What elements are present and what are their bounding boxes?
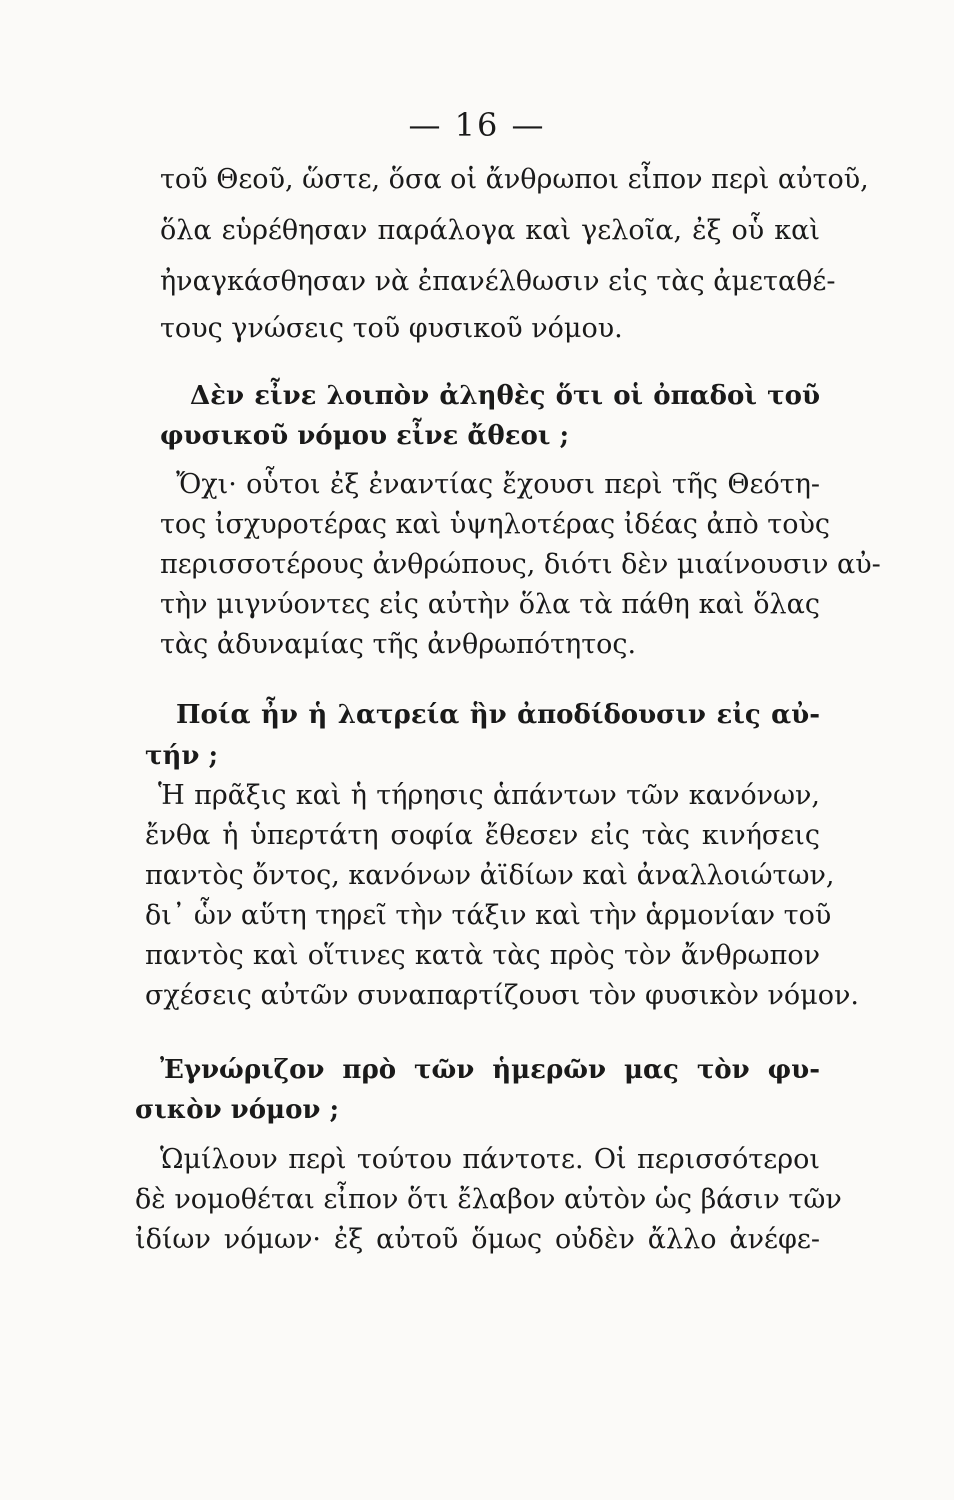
text-line: τους γνώσεις τοῦ φυσικοῦ νόμου.	[160, 313, 623, 344]
text-line: παντὸς ὄντος, κανόνων ἀϊδίων καὶ ἀναλλοιώτων,	[145, 860, 835, 891]
text-line: δι᾽ ὧν αὕτη τηρεῖ τὴν τάξιν καὶ τὴν ἁρμονίαν τοῦ	[145, 900, 832, 931]
question-line: τήν ;	[145, 741, 219, 771]
text-line: σχέσεις αὐτῶν συναπαρτίζουσι τὸν φυσικὸν νόμον.	[145, 980, 859, 1011]
question-line: Δὲν εἶνε λοιπὸν ἀληθὲς ὅτι οἱ ὀπαδοὶ τοῦ	[190, 381, 820, 411]
text-line: ἔνθα ἡ ὑπερτάτη σοφία ἔθεσεν εἰς τὰς κινήσεις	[145, 820, 820, 851]
question-line: φυσικοῦ νόμου εἶνε ἄθεοι ;	[160, 421, 570, 451]
question-line: σικὸν νόμον ;	[135, 1095, 340, 1125]
text-line: τος ἰσχυροτέρας καὶ ὑψηλοτέρας ἰδέας ἀπὸ τοὺς	[160, 509, 831, 540]
text-line: τὴν μιγνύοντες εἰς αὐτὴν ὅλα τὰ πάθη καὶ ὅλας	[160, 589, 820, 620]
text-line: Ὄχι· οὗτοι ἐξ ἐναντίας ἔχουσι περὶ τῆς Θεότη-	[176, 469, 820, 500]
text-line: ἰδίων νόμων· ἐξ αὐτοῦ ὅμως οὐδὲν ἄλλο ἀνέφε-	[135, 1224, 820, 1255]
question-line: Ποία ἦν ἡ λατρεία ἣν ἀποδίδουσιν εἰς αὐ-	[176, 700, 820, 730]
page-number: — 16 —	[408, 106, 546, 144]
text-line: ἠναγκάσθησαν νὰ ἐπανέλθωσιν εἰς τὰς ἀμεταθέ-	[160, 266, 836, 297]
text-line: περισσοτέρους ἀνθρώπους, διότι δὲν μιαίνουσιν αὐ-	[160, 549, 881, 580]
question-line: Ἐγνώριζον πρὸ τῶν ἡμερῶν μας τὸν φυ-	[160, 1055, 820, 1085]
text-line: τὰς ἀδυναμίας τῆς ἀνθρωπότητος.	[160, 629, 637, 660]
text-line: Ἡ πρᾶξις καὶ ἡ τήρησις ἁπάντων τῶν κανόνων,	[158, 780, 820, 811]
text-line: Ὡμίλουν περὶ τούτου πάντοτε. Οἱ περισσότεροι	[160, 1144, 820, 1175]
text-line: ὅλα εὑρέθησαν παράλογα καὶ γελοῖα, ἐξ οὗ καὶ	[160, 215, 820, 246]
text-line: δὲ νομοθέται εἶπον ὅτι ἔλαβον αὐτὸν ὡς βάσιν τῶν	[135, 1184, 842, 1215]
text-line: παντὸς καὶ οἵτινες κατὰ τὰς πρὸς τὸν ἄνθρωπον	[145, 940, 820, 971]
text-line: τοῦ Θεοῦ, ὥστε, ὅσα οἱ ἄνθρωποι εἶπον περὶ αὐτοῦ,	[160, 164, 869, 195]
